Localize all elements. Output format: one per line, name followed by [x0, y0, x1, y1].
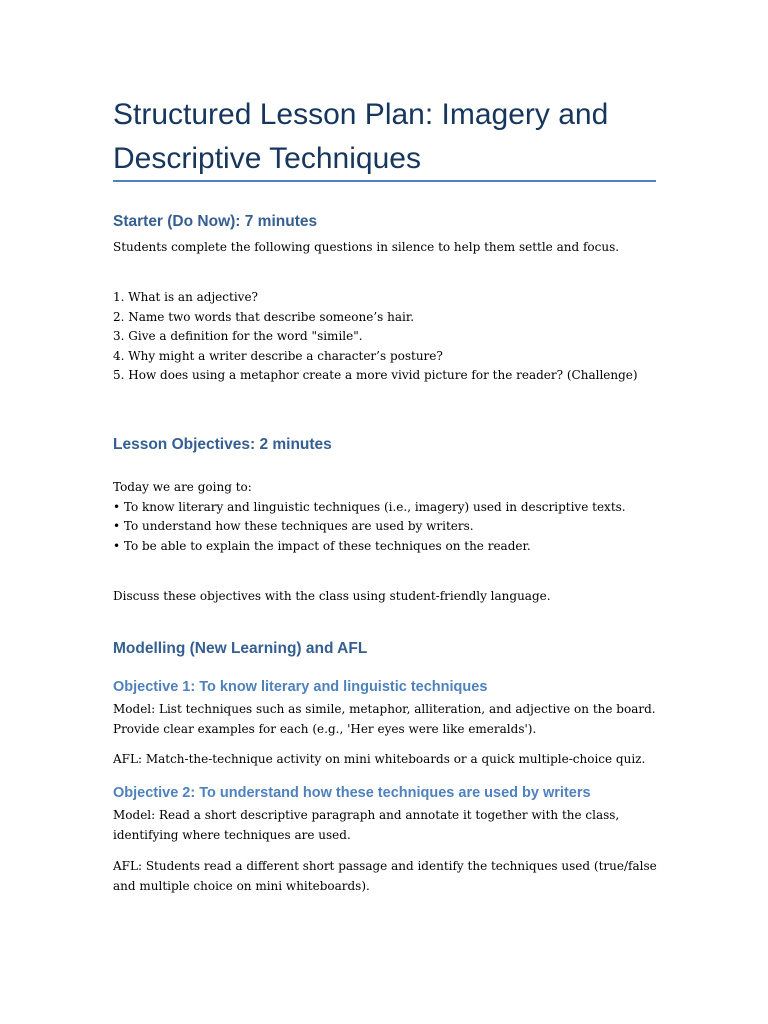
objective1-heading: Objective 1: To know literary and linguistic techniques: [113, 679, 488, 695]
objective2-model: [113, 806, 656, 845]
starter-question: 4. Why might a writer describe a character’s posture?: [113, 348, 443, 363]
model-line: Model: List techniques such as simile, metaphor, alliteration, and adjective on the board.: [113, 702, 656, 716]
objective1-model: [113, 700, 656, 739]
starter-question: 5. How does using a metaphor create a more vivid picture for the reader? (Challenge): [113, 368, 638, 382]
afl-line: and multiple choice on mini whiteboards).: [113, 878, 370, 893]
objective2-afl: [113, 857, 656, 896]
afl-line: AFL: Students read a different short passage and identify the techniques used (true/false: [113, 859, 657, 873]
objectives-list: [113, 478, 656, 556]
objectives-heading: Lesson Objectives: 2 minutes: [113, 436, 332, 453]
title-underline: [113, 180, 656, 182]
model-line: Provide clear examples for each (e.g., 'Her eyes were like emeralds').: [113, 721, 537, 736]
objective-item: • To know literary and linguistic techniques (i.e., imagery) used in descriptive texts.: [113, 499, 626, 514]
starter-heading: Starter (Do Now): 7 minutes: [113, 213, 318, 230]
starter-question: 3. Give a definition for the word "simile".: [113, 329, 363, 343]
page-title: Structured Lesson Plan: Imagery and Descriptive Techniques: [113, 98, 609, 175]
objective-item: • To be able to explain the impact of these techniques on the reader.: [113, 538, 531, 553]
objectives-intro: Today we are going to:: [113, 480, 252, 494]
objective1-afl: AFL: Match-the-technique activity on mini whiteboards or a quick multiple-choice quiz.: [113, 752, 646, 766]
modelling-heading: Modelling (New Learning) and AFL: [113, 640, 368, 657]
objective-item: • To understand how these techniques are used by writers.: [113, 519, 474, 533]
starter-question: 2. Name two words that describe someone’s hair.: [113, 309, 415, 324]
starter-intro: Students complete the following questions in silence to help them settle and focus.: [113, 240, 620, 254]
model-line: identifying where techniques are used.: [113, 827, 351, 842]
starter-question: 1. What is an adjective?: [113, 290, 258, 304]
starter-questions: [113, 288, 656, 386]
model-line: Model: Read a short descriptive paragraph and annotate it together with the class,: [113, 808, 620, 822]
objective2-heading: Objective 2: To understand how these techniques are used by writers: [113, 785, 591, 801]
objectives-note: Discuss these objectives with the class using student-friendly language.: [113, 589, 551, 603]
